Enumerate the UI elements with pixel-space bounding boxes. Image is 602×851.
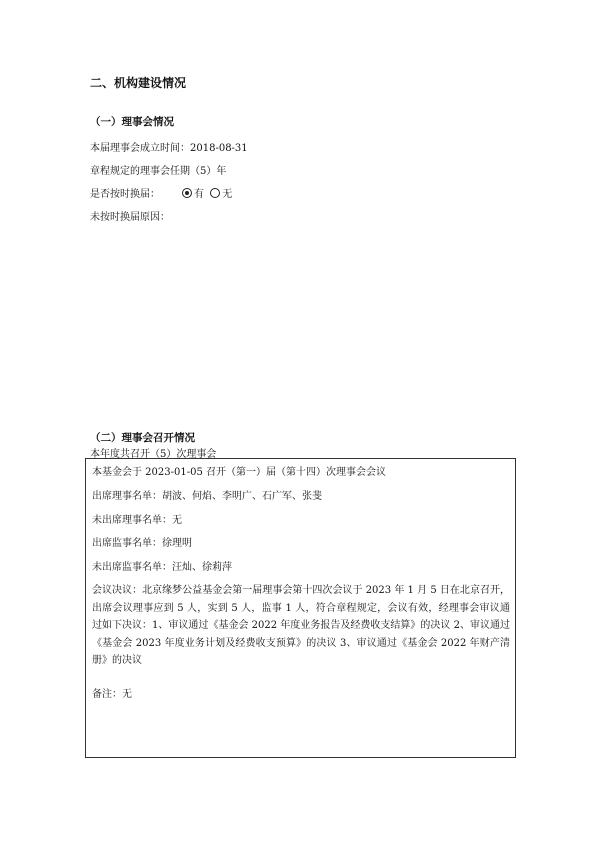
meeting-record-box (85, 458, 516, 758)
established-value: 2018-08-31 (190, 143, 248, 154)
meeting-resolution: 会议决议：北京缘梦公益基金会第一届理事会第十四次会议于 2023 年 1 月 5 日在北京召开，出席会议理事应到 5 人，实到 5 人，监事 1 人，符合章程规定，会议有效，经理事会审议通过如下决议：1、审议通过《基金会 2022 年度业务报告及经费收支结算》的决议 2、审议通过《基金会 2023 年度业务计划及经费收支预算》的决议 3、审议通过《基金会 2022 年财产清册》的决议 (92, 585, 510, 666)
section-title: 二、机构建设情况 (90, 76, 187, 90)
attended-supervisors: 出席监事名单：徐理明 (92, 538, 192, 549)
option-no-label: 无 (222, 189, 233, 200)
absent-directors: 未出席理事名单：无 (92, 515, 182, 526)
remarks: 备注：无 (92, 689, 132, 700)
option-yes-radio[interactable] (182, 188, 192, 198)
absent-supervisors: 未出席监事名单：汪灿、徐莉萍 (92, 562, 232, 573)
not-on-time-label: 未按时换届原因： (90, 212, 170, 223)
meeting-line: 本基金会于 2023-01-05 召开（第一）届（第十四）次理事会会议 (92, 467, 387, 478)
on-time-options (182, 185, 232, 200)
meetings-heading: （二）理事会召开情况 (90, 432, 195, 444)
established-label: 本届理事会成立时间： (90, 143, 190, 154)
board-info-heading: （一）理事会情况 (90, 116, 174, 128)
on-time-label: 是否按时换届： (90, 189, 160, 200)
established-line (90, 139, 248, 154)
option-yes-label: 有 (194, 189, 204, 200)
term-line: 章程规定的理事会任期（5）年 (90, 166, 227, 177)
option-no-radio[interactable] (210, 188, 220, 198)
attended-directors: 出席理事名单：胡波、何焰、李明广、石广军、张斐 (92, 491, 322, 502)
meetings-summary: 本年度共召开（5）次理事会 (90, 449, 217, 460)
on-time-line (90, 185, 160, 200)
